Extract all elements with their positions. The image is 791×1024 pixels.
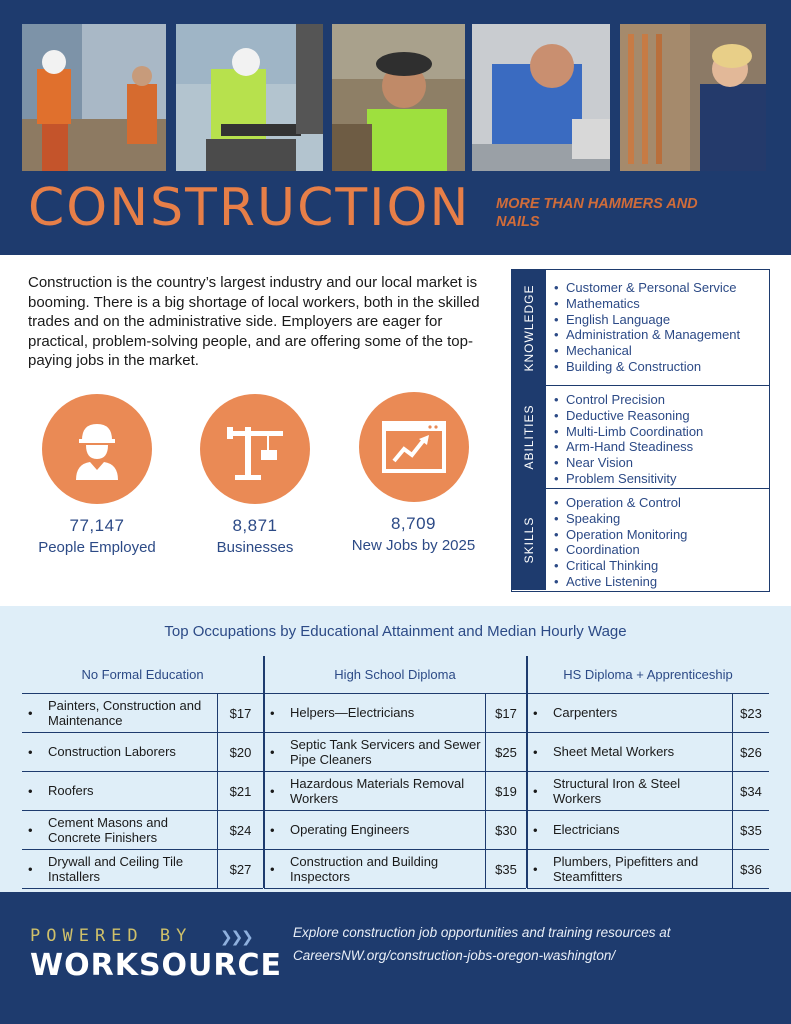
skills-label: SKILLS — [512, 489, 546, 590]
column-divider — [526, 656, 528, 888]
knowledge-label: KNOWLEDGE — [512, 270, 546, 385]
page-tagline: MORE THAN HAMMERS AND NAILS — [496, 196, 698, 230]
knowledge-item: • Mathematics — [554, 296, 740, 312]
skills-item: • Speaking — [554, 511, 687, 527]
occupation-name: • Construction Laborers — [22, 733, 218, 771]
intro-paragraph: Construction is the country’s largest industry and our local market is booming. There is a big shortage of local workers, both in the skilled trades and on the administrative side. Employers are eager for practical, problem-solving people, and are offering some of the top-paying jobs in the market. — [28, 274, 480, 369]
abilities-item: • Multi-Limb Coordination — [554, 424, 703, 440]
stat-new-jobs — [336, 392, 491, 554]
knowledge-item: • Building & Construction — [554, 359, 740, 375]
occupation-column-high-school — [264, 656, 526, 889]
occupation-wage: $34 — [740, 783, 762, 799]
photo-worker-welding — [472, 24, 610, 171]
column-heading: No Formal Education — [22, 656, 263, 694]
stat-value: 77,147 — [69, 516, 125, 535]
occupation-wage: $26 — [740, 744, 762, 760]
column-divider — [263, 656, 265, 888]
skills-list — [546, 489, 687, 590]
occupation-name: • Septic Tank Servicers and Sewer Pipe Cleaners — [264, 733, 486, 771]
table-row — [22, 772, 263, 811]
ksa-box — [511, 269, 770, 592]
stat-businesses — [180, 394, 330, 556]
knowledge-item: • Customer & Personal Service — [554, 280, 740, 296]
skills-item: • Active Listening — [554, 574, 687, 590]
explore-link[interactable]: CareersNW.org/construction-jobs-oregon-washington/ — [293, 948, 616, 963]
table-row — [264, 850, 526, 889]
occupation-wage: $27 — [229, 861, 252, 877]
occupation-name: • Plumbers, Pipefitters and Steamfitters — [527, 850, 733, 888]
page-title: CONSTRUCTION — [28, 178, 471, 238]
occupation-wage: $24 — [229, 822, 252, 838]
occupations-section — [0, 606, 791, 892]
occupation-name: • Cement Masons and Concrete Finishers — [22, 811, 218, 849]
photo-worker-surveying — [176, 24, 323, 171]
abilities-label: ABILITIES — [512, 386, 546, 488]
table-row — [264, 811, 526, 850]
stat-label: People Employed — [38, 539, 156, 556]
stat-people-employed — [22, 394, 172, 556]
occupation-name: • Roofers — [22, 772, 218, 810]
table-row — [22, 850, 263, 889]
photo-worker-cutting — [22, 24, 166, 171]
knowledge-item: • Mechanical — [554, 343, 740, 359]
occupation-wage: $17 — [229, 705, 252, 721]
occupation-wage: $23 — [740, 705, 762, 721]
occupation-column-apprenticeship — [527, 656, 769, 889]
knowledge-list — [546, 270, 740, 385]
column-heading: HS Diploma + Apprenticeship — [527, 656, 769, 694]
stat-label: New Jobs by 2025 — [351, 537, 476, 554]
abilities-item: • Near Vision — [554, 455, 703, 471]
occupation-wage: $19 — [495, 783, 517, 799]
table-row — [527, 694, 769, 733]
abilities-list — [546, 386, 703, 488]
table-row — [527, 811, 769, 850]
stat-label: Businesses — [216, 539, 294, 556]
powered-by-label: POWERED BY — [30, 926, 193, 946]
stat-value: 8,709 — [390, 514, 437, 533]
stat-value: 8,871 — [232, 516, 278, 535]
worksource-logo: WORKSOURCE — [30, 948, 283, 983]
abilities-item: • Deductive Reasoning — [554, 408, 703, 424]
occupation-wage: $20 — [229, 744, 252, 760]
occupation-name: • Drywall and Ceiling Tile Installers — [22, 850, 218, 888]
table-row — [22, 733, 263, 772]
abilities-item: • Control Precision — [554, 392, 703, 408]
abilities-item: • Arm-Hand Steadiness — [554, 439, 703, 455]
abilities-section — [512, 386, 769, 489]
occupation-wage: $35 — [740, 822, 762, 838]
growth-chart-icon — [359, 392, 469, 502]
table-row — [527, 772, 769, 811]
explore-text — [293, 921, 763, 967]
occupation-name: • Painters, Construction and Maintenance — [22, 694, 218, 732]
occupations-title: Top Occupations by Educational Attainment and Median Hourly Wage — [164, 623, 627, 640]
occupation-name: • Helpers—Electricians — [264, 694, 486, 732]
skills-item: • Operation Monitoring — [554, 527, 687, 543]
knowledge-section — [512, 270, 769, 386]
occupation-name: • Operating Engineers — [264, 811, 486, 849]
table-row — [22, 811, 263, 850]
explore-line: Explore construction job opportunities and training resources at — [293, 925, 671, 940]
occupation-wage: $30 — [495, 822, 517, 838]
crane-icon — [200, 394, 310, 504]
table-row — [264, 694, 526, 733]
skills-item: • Coordination — [554, 542, 687, 558]
occupation-name: • Construction and Building Inspectors — [264, 850, 486, 888]
table-row — [264, 772, 526, 811]
occupation-name: • Carpenters — [527, 694, 733, 732]
skills-item: • Critical Thinking — [554, 558, 687, 574]
worker-icon — [42, 394, 152, 504]
skills-section — [512, 489, 769, 590]
column-heading: High School Diploma — [264, 656, 526, 694]
abilities-item: • Problem Sensitivity — [554, 471, 703, 487]
chevrons-right-icon: ❯❯❯ — [220, 929, 252, 946]
occupation-wage: $35 — [495, 861, 517, 877]
table-row — [22, 694, 263, 733]
occupation-wage: $21 — [229, 783, 252, 799]
occupation-wage: $17 — [495, 705, 517, 721]
header-banner — [0, 0, 791, 255]
footer — [0, 892, 791, 1024]
occupation-name: • Structural Iron & Steel Workers — [527, 772, 733, 810]
knowledge-item: • English Language — [554, 312, 740, 328]
skills-item: • Operation & Control — [554, 495, 687, 511]
occupation-name: • Hazardous Materials Removal Workers — [264, 772, 486, 810]
photo-worker-electrical — [620, 24, 766, 171]
occupation-wage: $25 — [495, 744, 517, 760]
table-row — [527, 733, 769, 772]
table-row — [527, 850, 769, 889]
occupation-name: • Sheet Metal Workers — [527, 733, 733, 771]
photo-worker-smiling — [332, 24, 465, 171]
occupation-wage: $36 — [740, 861, 762, 877]
occupation-column-no-formal-education — [22, 656, 263, 889]
occupation-name: • Electricians — [527, 811, 733, 849]
knowledge-item: • Administration & Management — [554, 327, 740, 343]
table-row — [264, 733, 526, 772]
